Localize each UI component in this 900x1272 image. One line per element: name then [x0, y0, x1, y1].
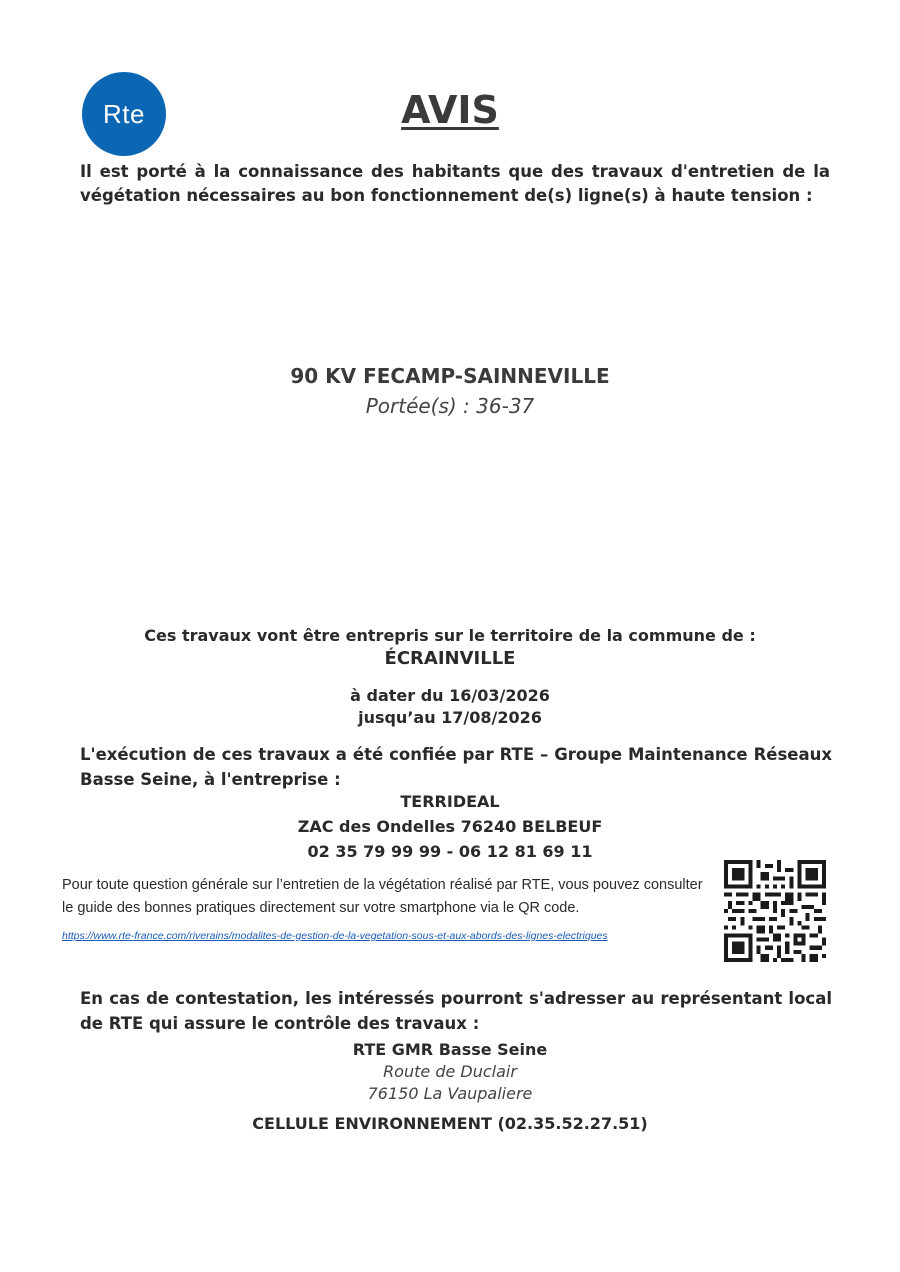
guide-link[interactable]: https://www.rte-france.com/riverains/modalites-de-gestion-de-la-vegetation-sous-et-aux-abords-des-lignes-electriques — [62, 930, 608, 942]
company-phones: 02 35 79 99 99 - 06 12 81 69 11 — [307, 842, 593, 861]
page-title: AVIS — [401, 88, 499, 132]
qr-info-text: Pour toute question générale sur l’entretien de la végétation réalisé par RTE, vous pouvez consulter le guide des bonnes pratiques directement sur votre smartphone via le QR code. — [62, 877, 703, 916]
qr-code-icon[interactable] — [724, 860, 826, 962]
logo-text: Rte — [103, 98, 145, 129]
execution-paragraph: L'exécution de ces travaux a été confiée par RTE – Groupe Maintenance Réseaux Basse Seine, à l'entreprise : — [80, 745, 832, 789]
rte-contact-name: RTE GMR Basse Seine — [352, 1040, 548, 1059]
contestation-paragraph: En cas de contestation, les intéressés pourront s'adresser au représentant local de RTE qui assure le contrôle des travaux : — [80, 989, 832, 1033]
power-line-spans: Portée(s) : 36-37 — [365, 394, 535, 418]
commune-name: ÉCRAINVILLE — [384, 648, 516, 669]
rte-contact-street: Route de Duclair — [383, 1062, 517, 1081]
power-line-name: 90 KV FECAMP-SAINNEVILLE — [290, 364, 610, 388]
start-date: à dater du 16/03/2026 — [350, 686, 550, 705]
cellule-environnement: CELLULE ENVIRONNEMENT (02.35.52.27.51) — [252, 1114, 648, 1133]
rte-contact-city: 76150 La Vaupaliere — [367, 1084, 533, 1103]
intro-paragraph: Il est porté à la connaissance des habitants que des travaux d'entretien de la végétation nécessaires au bon fonctionnement de(s) ligne(s) à haute tension : — [80, 162, 830, 205]
end-date: jusqu’au 17/08/2026 — [358, 708, 542, 727]
company-address: ZAC des Ondelles 76240 BELBEUF — [297, 817, 603, 836]
company-name: TERRIDEAL — [400, 792, 500, 811]
commune-intro: Ces travaux vont être entrepris sur le territoire de la commune de : — [144, 626, 756, 645]
